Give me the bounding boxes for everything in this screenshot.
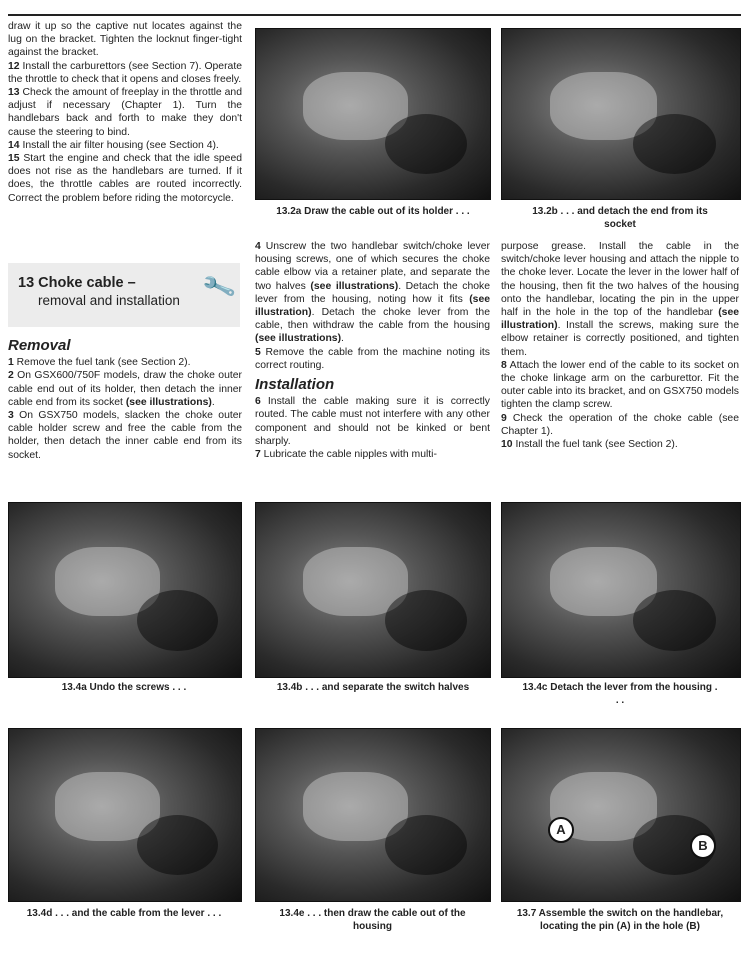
- paragraph: draw it up so the captive nut locates against the lug on the bracket. Tighten the locknut finger-tight against the bracket.: [8, 21, 242, 59]
- section-title: 13 Choke cable –: [18, 275, 136, 291]
- step-4: 4 Unscrew the two handlebar switch/choke lever housing screws, one of which secures the choke cable elbow via a retainer plate, and separate the two halves (see illustrations). Detach the choke lever from the housing, noting how it fits (see illustration). Detach the choke lever from the cable, then withdraw the cable from the housing (see illustrations).: [255, 241, 490, 345]
- step-5: 5 Remove the cable from the machine noting its correct routing.: [255, 346, 490, 371]
- column-2: [255, 240, 490, 461]
- caption-13-4e: 13.4e . . . then draw the cable out of the housing: [279, 908, 466, 932]
- label-b-marker: B: [690, 833, 716, 859]
- caption-13-4b: 13.4b . . . and separate the switch halves: [276, 682, 470, 693]
- caption-13-4d: 13.4d . . . and the cable from the lever . . .: [26, 908, 222, 919]
- step-2: 2 On GSX600/750F models, draw the choke outer cable end out of its holder, then detach the inner cable end from its socket (see illustrations).: [8, 370, 242, 408]
- step-10: 10 Install the fuel tank (see Section 2).: [501, 439, 678, 451]
- photo-13-4d: [8, 728, 242, 902]
- step-3: 3 On GSX750 models, slacken the choke outer cable holder screw and free the cable from the holder, then detach the inner cable end from its socket.: [8, 410, 242, 461]
- installation-heading: Installation: [255, 376, 335, 394]
- step-7-cont: purpose grease. Install the cable in the switch/choke lever housing and attach the nipple to the choke lever. Locate the lever in the lower half of the housing, then fit the two halves of the housing onto the handlebar, locating the pin in the upper half in the hole in the top of the handlebar (see illustration). Install the screws, making sure the elbow retainer is correctly positioned, and tighten them.: [501, 241, 739, 358]
- column-1-top: [8, 20, 242, 205]
- photo-13-4e: [255, 728, 491, 902]
- column-1-removal: [8, 333, 242, 462]
- label-a-marker: A: [548, 817, 574, 843]
- photo-13-7: [501, 728, 741, 902]
- top-rule: [8, 14, 741, 16]
- caption-13-4c: 13.4c Detach the lever from the housing . . .: [522, 682, 718, 706]
- step-14: 14 Install the air filter housing (see Section 4).: [8, 139, 219, 151]
- step-1: 1 Remove the fuel tank (see Section 2).: [8, 357, 191, 369]
- caption-13-4a: 13.4a Undo the screws . . .: [61, 682, 187, 693]
- photo-13-4a: [8, 502, 242, 678]
- section-subtitle: removal and installation: [38, 293, 180, 308]
- wrench-difficulty-icon: 🔧: [200, 269, 238, 306]
- photo-13-4c: [501, 502, 741, 678]
- step-8: 8 Attach the lower end of the cable to its socket on the choke linkage arm on the carburettor. Fit the outer cable into its bracket, and on GSX750 models tighten the clamp screw.: [501, 359, 739, 411]
- caption-13-7: 13.7 Assemble the switch on the handlebar, locating the pin (A) in the hole (B): [516, 908, 724, 932]
- photo-13-2a: [255, 28, 491, 200]
- photo-13-2b: [501, 28, 741, 200]
- removal-heading: Removal: [8, 337, 71, 354]
- caption-13-2a: 13.2a Draw the cable out of its holder . . .: [276, 206, 470, 217]
- step-15: 15 Start the engine and check that the idle speed does not rise as the handlebars are turned. If it does, the throttle cables are routed incorrectly. Correct the problem before riding the motorcycle.: [8, 153, 242, 204]
- step-7: 7 Lubricate the cable nipples with multi-: [255, 449, 437, 461]
- step-12: 12 Install the carburettors (see Section 7). Operate the throttle to check that it opens and closes freely.: [8, 60, 242, 85]
- step-6: 6 Install the cable making sure it is correctly routed. The cable must not interfere with any other component and should not be kinked or bent sharply.: [255, 396, 490, 447]
- section-heading: [8, 263, 240, 327]
- step-9: 9 Check the operation of the choke cable (see Chapter 1).: [501, 412, 739, 437]
- caption-13-2b: 13.2b . . . and detach the end from its socket: [532, 206, 708, 230]
- photo-13-4b: [255, 502, 491, 678]
- step-13: 13 Check the amount of freeplay in the throttle and adjust if necessary (Chapter 1). Turn the handlebars back and forth to make they don't cause the steering to bind.: [8, 87, 242, 138]
- column-3: [501, 240, 739, 451]
